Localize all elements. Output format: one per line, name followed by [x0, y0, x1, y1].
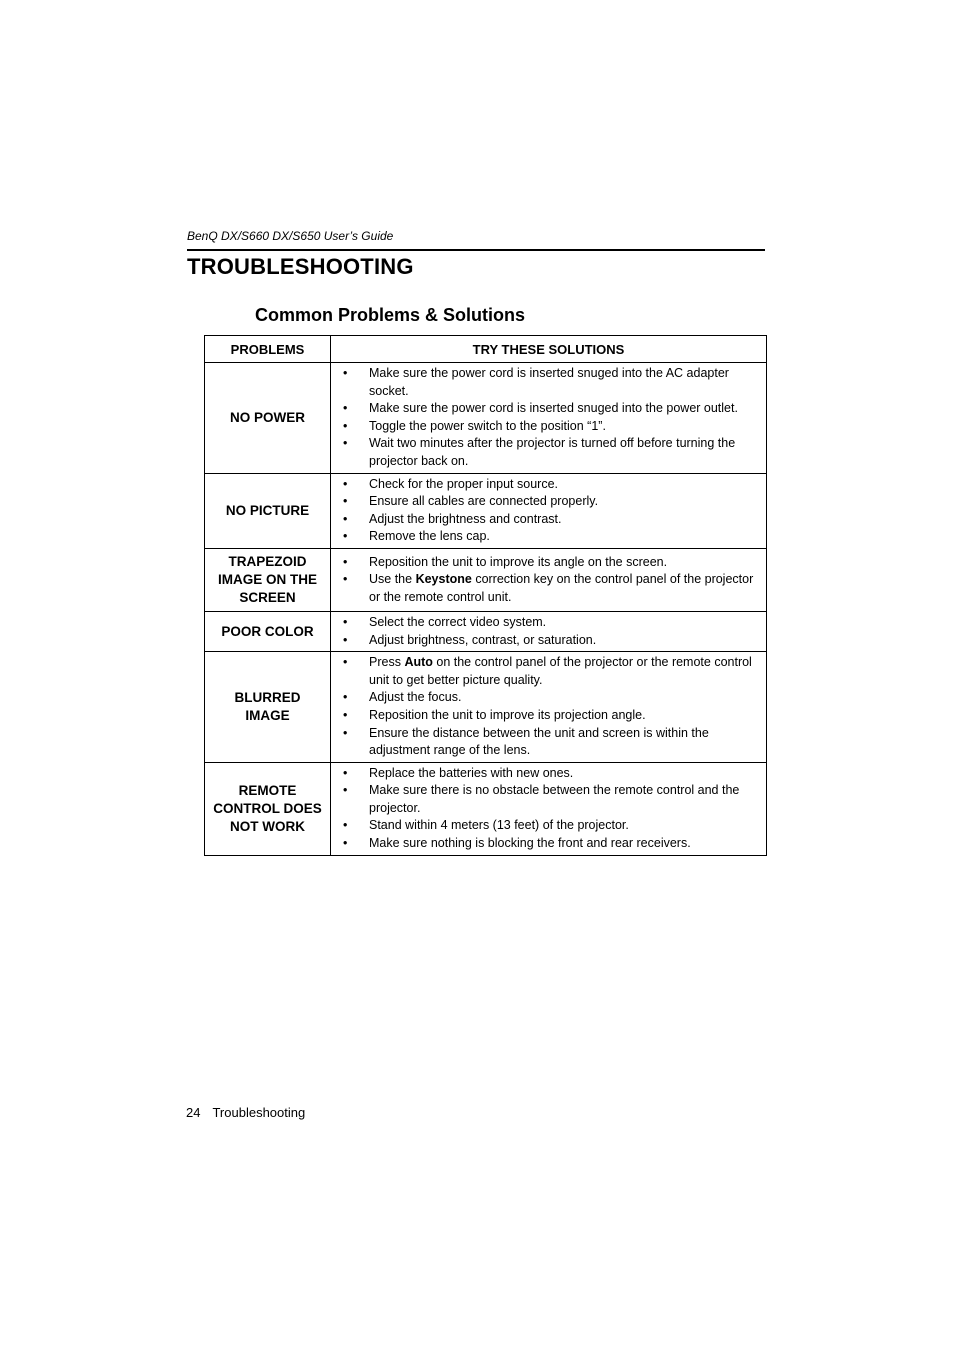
solutions-cell [331, 762, 767, 855]
footer-section: Troubleshooting [212, 1105, 306, 1120]
solution-text: Adjust the focus. [369, 690, 462, 705]
solution-item [339, 614, 756, 632]
solution-text: Stand within 4 meters (13 feet) of the projector. [369, 818, 629, 833]
solution-text: Check for the proper input source. [369, 476, 558, 491]
solutions-cell [331, 611, 767, 651]
solution-text: Make sure the power cord is inserted snuged into the power outlet. [369, 401, 738, 416]
solutions-cell [331, 548, 767, 611]
solution-text: Use the [369, 572, 416, 587]
solution-text: correction key on the control panel of the projector or the remote control unit. [369, 572, 754, 604]
solution-text: Adjust brightness, contrast, or saturation. [369, 632, 597, 647]
solution-item [339, 817, 756, 835]
solution-text: Toggle the power switch to the position “1”. [369, 418, 606, 433]
solution-item [339, 632, 756, 650]
problem-cell: NO POWER [205, 363, 331, 474]
table-row [205, 548, 767, 611]
solution-item [339, 571, 756, 606]
page-number: 24 [186, 1105, 201, 1120]
table-header-row [205, 336, 767, 363]
table-row [205, 762, 767, 855]
solution-item [339, 725, 756, 760]
solution-text: Ensure all cables are connected properly. [369, 494, 599, 509]
table-row [205, 611, 767, 651]
solution-text: Make sure nothing is blocking the front and rear receivers. [369, 836, 691, 851]
solution-item [339, 707, 756, 725]
solution-text: Wait two minutes after the projector is turned off before turning the projector back on. [369, 436, 736, 468]
solutions-list [339, 765, 756, 853]
solution-text: on the control panel of the projector or the remote control unit to get better picture quality. [369, 655, 752, 687]
problem-cell: BLURRED IMAGE [205, 652, 331, 763]
solution-item [339, 511, 756, 529]
solution-item [339, 528, 756, 546]
solutions-list [339, 614, 756, 649]
solutions-cell [331, 363, 767, 474]
solutions-list [339, 554, 756, 607]
page-footer [186, 1105, 305, 1120]
running-header: BenQ DX/S660 DX/S650 User’s Guide [187, 229, 765, 251]
solution-item [339, 835, 756, 853]
solution-text: Ensure the distance between the unit and screen is within the adjustment range of the lens. [369, 725, 709, 758]
problem-cell: NO PICTURE [205, 473, 331, 548]
chapter-title: TROUBLESHOOTING [187, 254, 414, 279]
solution-text: Reposition the unit to improve its projection angle. [369, 707, 646, 722]
problem-cell: POOR COLOR [205, 611, 331, 651]
solutions-cell [331, 652, 767, 763]
table-row [205, 652, 767, 763]
solution-item [339, 654, 756, 689]
solution-item [339, 418, 756, 436]
solution-text: Make sure there is no obstacle between the remote control and the projector. [369, 783, 740, 815]
table-row [205, 363, 767, 474]
solution-item [339, 782, 756, 817]
problems-solutions-table [204, 335, 767, 856]
solution-text: Make sure the power cord is inserted snuged into the AC adapter socket. [369, 366, 729, 398]
column-header-solutions: TRY THESE SOLUTIONS [331, 336, 767, 363]
problem-cell: TRAPEZOID IMAGE ON THE SCREEN [205, 548, 331, 611]
solution-item [339, 365, 756, 400]
solution-item [339, 400, 756, 418]
column-header-problems: PROBLEMS [205, 336, 331, 363]
problem-cell: REMOTE CONTROL DOES NOT WORK [205, 762, 331, 855]
solution-text: Press [369, 655, 405, 670]
key-name: Keystone [415, 572, 472, 587]
solution-item [339, 554, 756, 572]
solutions-list [339, 654, 756, 760]
solution-text: Reposition the unit to improve its angle on the screen. [369, 554, 668, 569]
key-name: Auto [404, 655, 433, 670]
solution-text: Adjust the brightness and contrast. [369, 511, 562, 526]
solution-item [339, 765, 756, 783]
solution-item [339, 435, 756, 470]
table-row [205, 473, 767, 548]
solution-text: Remove the lens cap. [369, 529, 490, 544]
solutions-cell [331, 473, 767, 548]
solution-item [339, 493, 756, 511]
solutions-list [339, 476, 756, 546]
section-title: Common Problems & Solutions [255, 305, 526, 325]
solution-text: Select the correct video system. [369, 614, 547, 629]
solution-text: Replace the batteries with new ones. [369, 765, 574, 780]
solutions-list [339, 365, 756, 471]
solution-item [339, 476, 756, 494]
solution-item [339, 689, 756, 707]
